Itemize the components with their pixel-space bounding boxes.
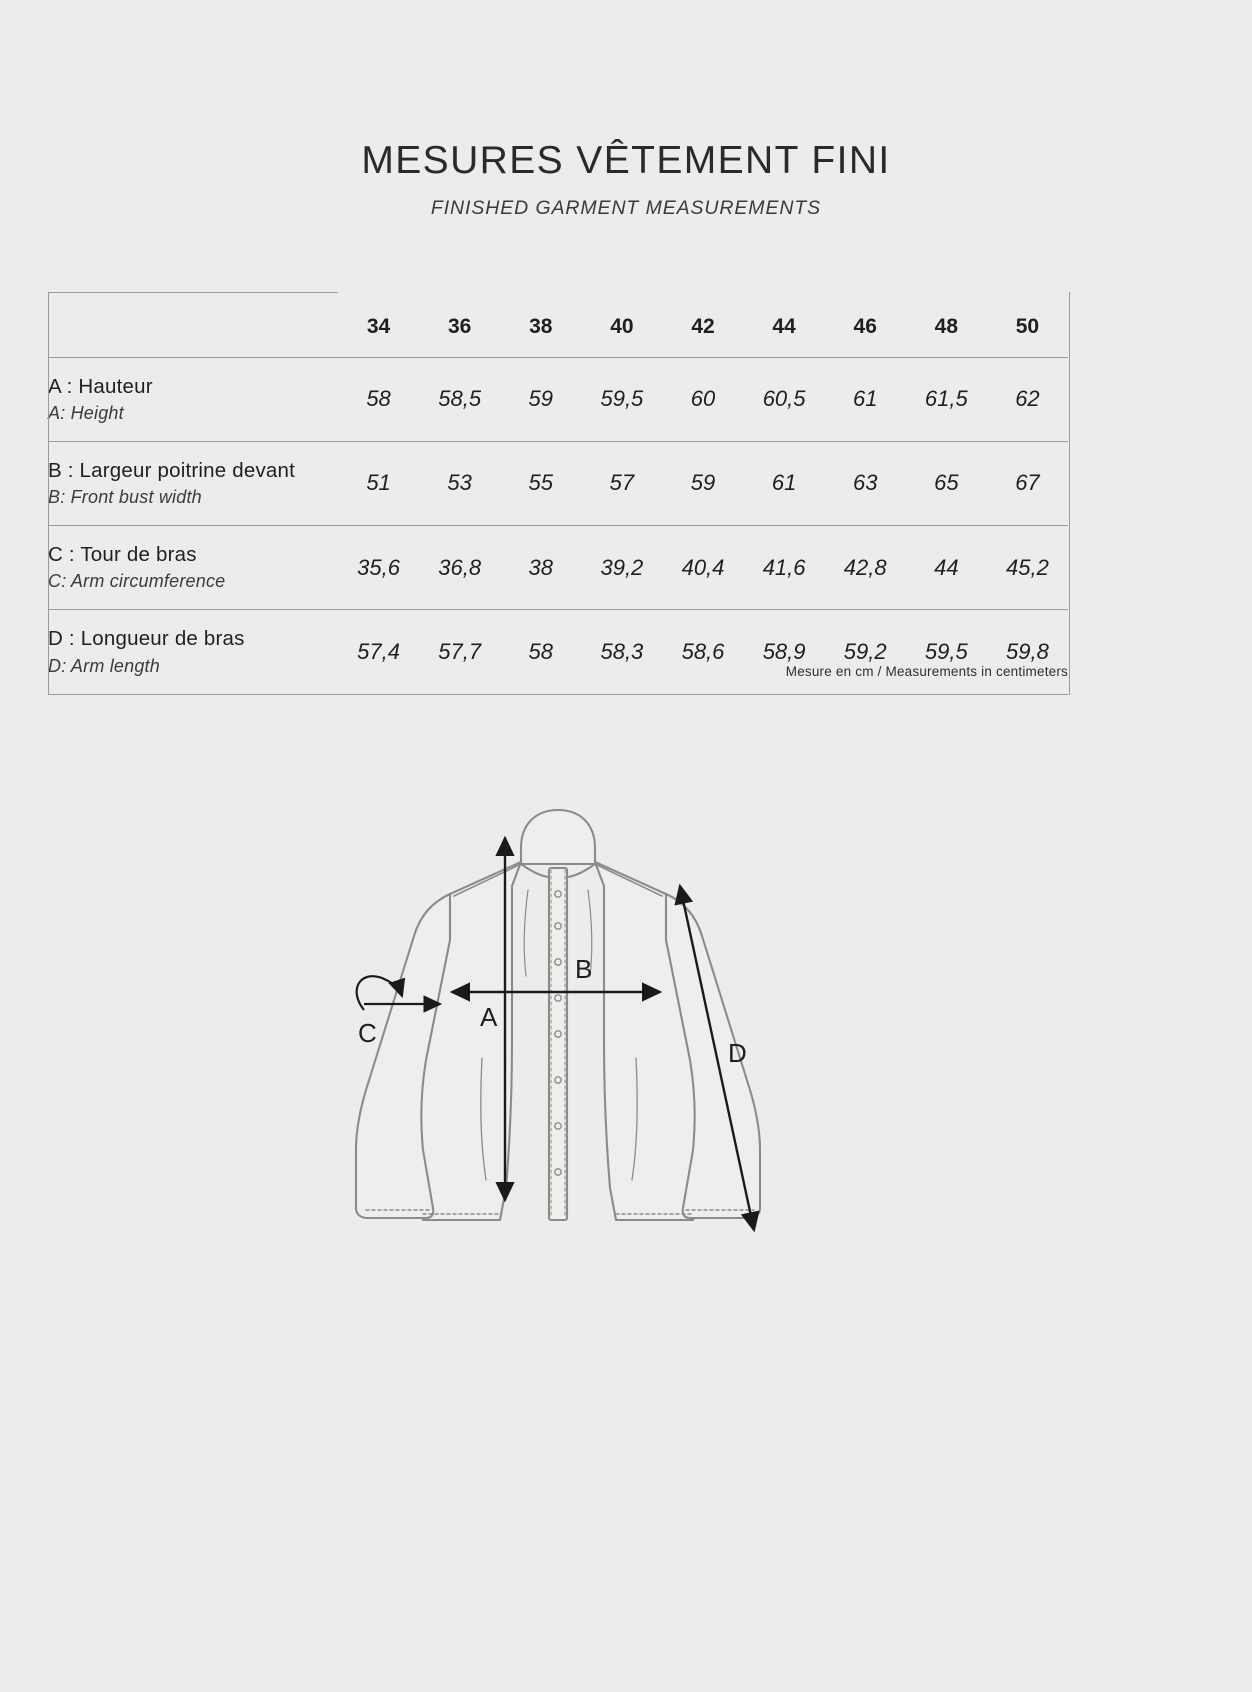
- cell-d-44: 58,9: [744, 610, 825, 694]
- cell-a-42: 60: [662, 357, 743, 441]
- table-footnote: Mesure en cm / Measurements in centimeters: [785, 664, 1068, 679]
- cell-c-42: 40,4: [662, 526, 743, 610]
- table-row: [48, 357, 1068, 441]
- measure-label-b: B: [575, 954, 593, 984]
- cell-c-46: 42,8: [825, 526, 906, 610]
- row-label-c-en: C: Arm circumference: [48, 571, 226, 592]
- measure-label-d: D: [728, 1038, 747, 1068]
- cell-b-40: 57: [581, 441, 662, 525]
- cell-d-36: 57,7: [419, 610, 500, 694]
- cell-a-36: 58,5: [419, 357, 500, 441]
- cell-c-34: 35,6: [338, 526, 419, 610]
- cell-d-42: 58,6: [662, 610, 743, 694]
- cell-a-44: 60,5: [744, 357, 825, 441]
- row-label-a-en: A: Height: [48, 402, 124, 423]
- table-header-size-42: 42: [662, 293, 743, 358]
- table-header-row: [48, 293, 1068, 358]
- collar-stand: [521, 810, 595, 864]
- row-label-c: [48, 526, 338, 610]
- table-row: [48, 441, 1068, 525]
- measurements-table: [48, 292, 1068, 695]
- cell-a-40: 59,5: [581, 357, 662, 441]
- measure-label-a: A: [480, 1002, 498, 1032]
- table-header-size-50: 50: [987, 293, 1068, 358]
- measurements-table-wrap: [48, 292, 1068, 695]
- table-row: [48, 610, 1068, 694]
- table-header-size-36: 36: [419, 293, 500, 358]
- row-label-d: [48, 610, 338, 694]
- cell-d-40: 58,3: [581, 610, 662, 694]
- row-label-b: [48, 441, 338, 525]
- cell-c-50: 45,2: [987, 526, 1068, 610]
- cell-a-38: 59: [500, 357, 581, 441]
- table-header-label-cell: [48, 293, 338, 358]
- cell-d-48: 59,5: [906, 610, 987, 694]
- cell-b-38: 55: [500, 441, 581, 525]
- cell-b-48: 65: [906, 441, 987, 525]
- garment-illustration: [330, 790, 850, 1290]
- row-label-d-fr: D : Longueur de bras: [48, 627, 245, 651]
- table-body: [48, 357, 1068, 694]
- garment-flat-drawing: [356, 810, 760, 1220]
- cell-b-34: 51: [338, 441, 419, 525]
- center-placket: [549, 868, 567, 1220]
- cell-c-44: 41,6: [744, 526, 825, 610]
- page-header: [0, 0, 1252, 220]
- cell-b-42: 59: [662, 441, 743, 525]
- cell-b-50: 67: [987, 441, 1068, 525]
- cell-d-46: 59,2: [825, 610, 906, 694]
- cell-b-44: 61: [744, 441, 825, 525]
- row-label-a-fr: A : Hauteur: [48, 374, 153, 398]
- cell-c-48: 44: [906, 526, 987, 610]
- table-header-size-40: 40: [581, 293, 662, 358]
- cell-b-46: 63: [825, 441, 906, 525]
- table-row: [48, 526, 1068, 610]
- cell-c-36: 36,8: [419, 526, 500, 610]
- table-header: [48, 293, 1068, 358]
- cell-a-34: 58: [338, 357, 419, 441]
- table-header-size-34: 34: [338, 293, 419, 358]
- row-label-a: [48, 357, 338, 441]
- row-label-b-fr: B : Largeur poitrine devant: [48, 458, 295, 482]
- table-header-size-44: 44: [744, 293, 825, 358]
- cell-c-38: 38: [500, 526, 581, 610]
- cell-b-36: 53: [419, 441, 500, 525]
- cell-d-50: 59,8: [987, 610, 1068, 694]
- page-title: MESURES VÊTEMENT FINI: [361, 139, 891, 182]
- page-subtitle: FINISHED GARMENT MEASUREMENTS: [430, 196, 822, 219]
- cell-a-50: 62: [987, 357, 1068, 441]
- cell-a-48: 61,5: [906, 357, 987, 441]
- table-header-size-46: 46: [825, 293, 906, 358]
- measure-label-c: C: [358, 1018, 377, 1048]
- table-header-size-48: 48: [906, 293, 987, 358]
- cell-c-40: 39,2: [581, 526, 662, 610]
- cell-d-38: 58: [500, 610, 581, 694]
- row-label-c-fr: C : Tour de bras: [48, 543, 197, 567]
- fold-yoke-left: [524, 890, 528, 976]
- row-label-b-en: B: Front bust width: [48, 487, 202, 507]
- row-label-d-en: D: Arm length: [48, 655, 160, 676]
- cell-a-46: 61: [825, 357, 906, 441]
- table-header-size-38: 38: [500, 293, 581, 358]
- cell-d-34: 57,4: [338, 610, 419, 694]
